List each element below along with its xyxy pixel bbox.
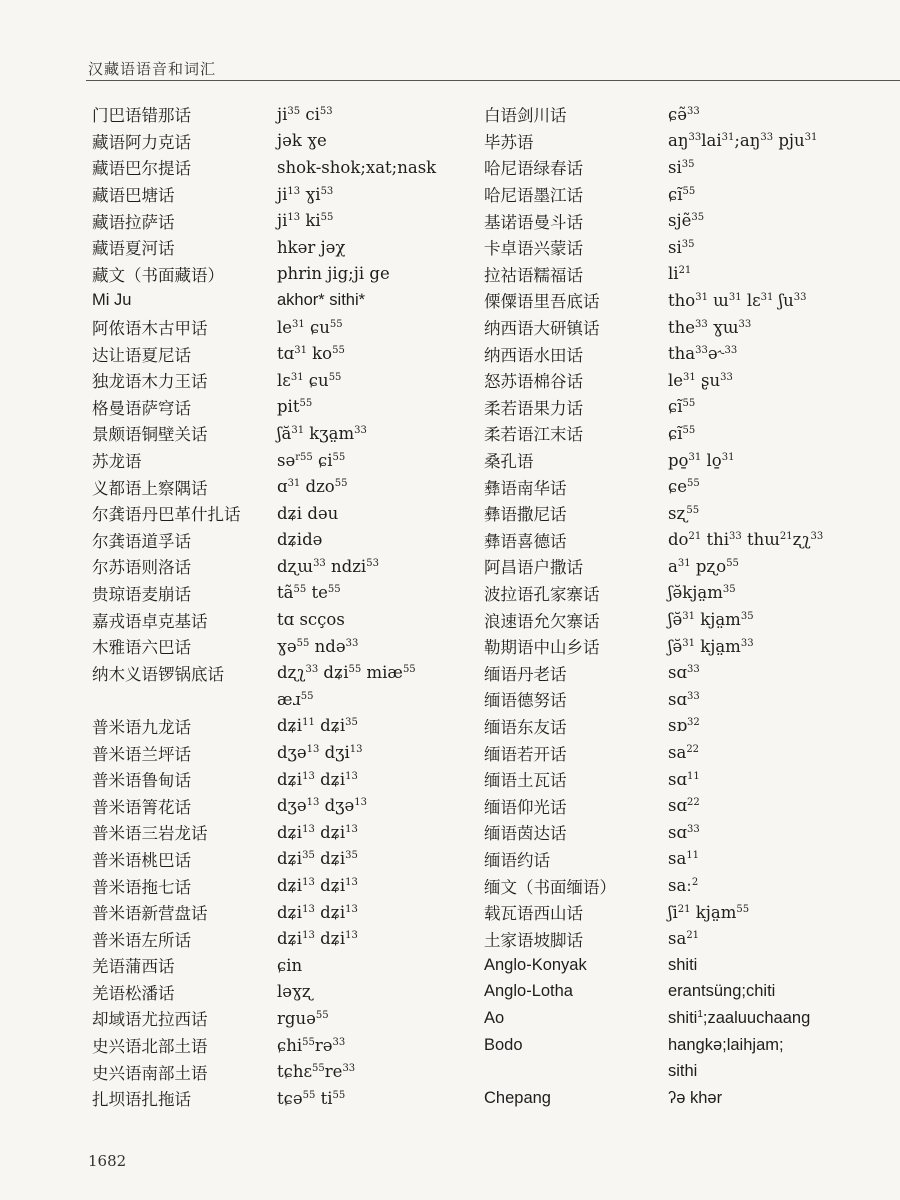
entry-row xyxy=(484,367,823,394)
entry-row xyxy=(92,633,436,660)
running-header: 汉藏语语音和词汇 xyxy=(88,60,217,78)
word-form: shok-shok;xat;nask xyxy=(277,157,437,177)
entry-row xyxy=(92,527,436,554)
word-form: dʑi$^{11}$ dʑi$^{35}$ xyxy=(277,716,358,736)
language-name: 载瓦语西山话 xyxy=(484,904,583,924)
language-name: Mi Ju xyxy=(92,290,132,309)
entry-row xyxy=(484,686,823,713)
language-name: 缅语约话 xyxy=(484,850,550,870)
language-name: 门巴语错那话 xyxy=(92,106,191,126)
language-name: 普米语左所话 xyxy=(92,930,191,950)
entry-row xyxy=(484,1005,823,1032)
language-name: 格曼语萨穹话 xyxy=(92,398,191,418)
language-name: 嘉戎语卓克基话 xyxy=(92,611,208,631)
language-name: 柔若语江末话 xyxy=(484,425,583,445)
entry-row xyxy=(92,420,436,447)
word-form: rguə$^{55}$ xyxy=(277,1008,329,1028)
entry-row xyxy=(484,314,823,341)
language-name: 哈尼语墨江话 xyxy=(484,186,583,206)
entry-row xyxy=(484,500,823,527)
language-name: 藏语巴塘话 xyxy=(92,186,175,206)
entry-row xyxy=(92,500,436,527)
word-form: ɕe$^{55}$ xyxy=(668,477,700,497)
word-form: sɑ$^{22}$ xyxy=(668,796,700,816)
entry-row xyxy=(92,1085,436,1112)
word-form: sɑ$^{33}$ xyxy=(668,822,700,842)
entry-row xyxy=(92,234,436,261)
language-name: 史兴语北部土语 xyxy=(92,1037,208,1057)
word-form: dʑi$^{35}$ dʑi$^{35}$ xyxy=(277,849,358,869)
word-form: dʑidə xyxy=(277,530,323,550)
entry-row xyxy=(92,872,436,899)
word-form: hkər jəχ xyxy=(277,237,346,257)
language-name: 基诺语曼斗话 xyxy=(484,212,583,232)
word-form: tha$^{33}$ə˞$^{33}$ xyxy=(668,344,738,364)
entry-row xyxy=(484,739,823,766)
word-form: dʐɯ$^{33}$ ndzi$^{53}$ xyxy=(277,556,379,576)
language-name: 缅语丹老话 xyxy=(484,664,567,684)
word-form: ʃă$^{31}$ $kʒa̤m^{33}$ xyxy=(277,423,367,443)
entry-row xyxy=(92,606,436,633)
entry-row xyxy=(92,925,436,952)
entry-row xyxy=(484,447,823,474)
entry-row xyxy=(92,713,436,740)
entry-row xyxy=(484,846,823,873)
language-name: 羌语蒲西话 xyxy=(92,957,175,977)
word-form: dʑi$^{13}$ dʑi$^{13}$ xyxy=(277,929,358,949)
language-name: 阿昌语户撒话 xyxy=(484,558,583,578)
word-form: $sa^{21}$ xyxy=(668,929,700,949)
word-form: ɑ$^{31}$ dzo$^{55}$ xyxy=(277,477,348,497)
entry-row xyxy=(484,234,823,261)
word-form: $sa^{11}$ xyxy=(668,849,700,869)
entry-row xyxy=(484,606,823,633)
language-name: 普米语三岩龙话 xyxy=(92,824,208,844)
entry-row xyxy=(92,553,436,580)
language-name: 柔若语果力话 xyxy=(484,398,583,418)
entry-row xyxy=(484,181,823,208)
word-form: ɕin xyxy=(277,955,303,975)
word-form: the$^{33}$ ɣɯ$^{33}$ xyxy=(668,317,752,337)
word-form: dʑi dəu xyxy=(277,503,339,523)
word-form: sɑ$^{33}$ xyxy=(668,663,700,683)
language-name: 缅语土瓦话 xyxy=(484,771,567,791)
language-name: 勒期语中山乡话 xyxy=(484,638,600,658)
entry-row xyxy=(484,872,823,899)
word-form: $ji^{35}$ $ci^{53}$ xyxy=(277,104,333,124)
language-name: Bodo xyxy=(484,1035,523,1054)
entry-row xyxy=(92,899,436,926)
language-name: 拉祜语糯福话 xyxy=(484,265,583,285)
word-form: ləɣʐ xyxy=(277,982,312,1002)
language-name: 波拉语孔家寨话 xyxy=(484,584,600,604)
left-column xyxy=(92,101,436,1112)
word-form: tho$^{31}$ ɯ$^{31}$ lɛ$^{31}$ ʃu$^{33}$ xyxy=(668,290,807,310)
word-form: pit$^{55}$ xyxy=(277,397,313,417)
entry-row xyxy=(92,739,436,766)
language-name: 缅语仰光话 xyxy=(484,797,567,817)
word-form: dʑi$^{13}$ dʑi$^{13}$ xyxy=(277,769,358,789)
entry-row xyxy=(484,1058,823,1085)
word-form: $do^{21}$ thi$^{33}$ thɯ$^{21}$ʐʅ$^{33}$ xyxy=(668,530,824,550)
language-name: 普米语兰坪话 xyxy=(92,744,191,764)
language-name: 藏语巴尔提话 xyxy=(92,159,191,179)
word-form: erantsüng;chiti xyxy=(668,982,776,1001)
language-name: 土家语坡脚话 xyxy=(484,930,583,950)
language-name: 缅语若开话 xyxy=(484,744,567,764)
entry-row xyxy=(92,979,436,1006)
language-name: 纳西语大研镇话 xyxy=(484,319,600,339)
language-name: 彝语南华话 xyxy=(484,478,567,498)
word-form: $ji^{13}$ ɣi$^{53}$ xyxy=(277,184,334,204)
entry-row xyxy=(92,659,436,686)
language-name: 缅语德努话 xyxy=(484,691,567,711)
entry-row xyxy=(92,819,436,846)
right-column xyxy=(484,101,823,1112)
word-form: dʑi$^{13}$ dʑi$^{13}$ xyxy=(277,902,358,922)
entry-row xyxy=(92,261,436,288)
language-name: 纳木义语锣锅底话 xyxy=(92,664,224,684)
word-form: tɕə$^{55}$ $ti^{55}$ xyxy=(277,1088,346,1108)
word-form: phrin jig;ji ge xyxy=(277,264,390,284)
language-name: 史兴语南部土语 xyxy=(92,1063,208,1083)
language-name: 藏文（书面藏语） xyxy=(92,265,224,285)
word-form: sɑ$^{11}$ xyxy=(668,769,700,789)
language-name: 普米语拖七话 xyxy=(92,877,191,897)
word-form: ɕĩ$^{55}$ xyxy=(668,184,696,204)
word-form: $a^{31}$ pʐo$^{55}$ xyxy=(668,556,739,576)
entry-row xyxy=(92,1032,436,1059)
entry-row xyxy=(484,553,823,580)
language-name: 羌语松潘话 xyxy=(92,983,175,1003)
entry-row xyxy=(92,686,436,713)
language-name: 缅语东友话 xyxy=(484,717,567,737)
entry-row xyxy=(92,447,436,474)
language-name: 苏龙语 xyxy=(92,452,142,472)
language-name: 尔龚语道孚话 xyxy=(92,531,191,551)
word-form: sɒ$^{32}$ xyxy=(668,716,700,736)
word-form: $aŋ^{33}lai^{31};aŋ^{33}$ pju$^{31}$ xyxy=(668,131,818,151)
language-name: 独龙语木力王话 xyxy=(92,372,208,392)
entry-row xyxy=(484,261,823,288)
entry-row xyxy=(484,128,823,155)
word-form: po̱$^{31}$ lo̱$^{31}$ xyxy=(668,450,735,470)
entry-row xyxy=(484,1032,823,1059)
word-form: ɕĩ$^{55}$ xyxy=(668,397,696,417)
word-form: $tɕhɛ^{55}re^{33}$ xyxy=(277,1062,356,1082)
entry-row xyxy=(484,154,823,181)
word-form: shiti$^1$;zaaluuchaang xyxy=(668,1008,811,1027)
language-name: 藏语拉萨话 xyxy=(92,212,175,232)
entry-row xyxy=(484,925,823,952)
word-form: sithi xyxy=(668,1062,698,1081)
entry-row xyxy=(484,473,823,500)
language-name: 缅文（书面缅语） xyxy=(484,877,616,897)
word-form: $le^{31}$ ɕu$^{55}$ xyxy=(277,317,343,337)
word-form: æɹ$^{55}$ xyxy=(277,689,314,709)
entry-row xyxy=(484,792,823,819)
language-name: 尔苏语则洛话 xyxy=(92,558,191,578)
language-name: 白语剑川话 xyxy=(484,106,567,126)
entry-row xyxy=(484,766,823,793)
language-name: 普米语新营盘话 xyxy=(92,904,208,924)
language-name: 傈僳语里吾底话 xyxy=(484,292,600,312)
entry-row xyxy=(484,899,823,926)
language-name: 藏语夏河话 xyxy=(92,239,175,259)
word-form: sjẽ$^{35}$ xyxy=(668,211,705,231)
word-form: $le^{31}$ ʂu$^{33}$ xyxy=(668,370,733,390)
word-form: lɛ$^{31}$ ɕu$^{55}$ xyxy=(277,370,342,390)
entry-row xyxy=(92,287,436,314)
entry-row xyxy=(484,659,823,686)
header-rule xyxy=(86,80,900,81)
language-name: 浪速语允欠寨话 xyxy=(484,611,600,631)
word-form: sʐ$^{55}$ xyxy=(668,503,700,523)
entry-row xyxy=(92,340,436,367)
word-form: sə$^{r55}$ ɕi$^{55}$ xyxy=(277,450,346,470)
language-name: 阿侬语木古甲话 xyxy=(92,319,208,339)
entry-row xyxy=(484,979,823,1006)
entry-row xyxy=(484,340,823,367)
entry-row xyxy=(92,207,436,234)
entry-row xyxy=(484,952,823,979)
entry-row xyxy=(92,473,436,500)
word-form: dʑi$^{13}$ dʑi$^{13}$ xyxy=(277,822,358,842)
language-name: 达让语夏尼话 xyxy=(92,345,191,365)
language-name: 普米语桃巴话 xyxy=(92,850,191,870)
language-name: 藏语阿力克话 xyxy=(92,132,191,152)
language-name: 普米语鲁甸话 xyxy=(92,771,191,791)
entry-row xyxy=(92,154,436,181)
language-name: 景颇语铜壁关话 xyxy=(92,425,208,445)
language-name: Anglo-Lotha xyxy=(484,982,573,1001)
word-form: dʒə$^{13}$ dʒi$^{13}$ xyxy=(277,743,363,763)
entry-row xyxy=(484,207,823,234)
word-form: $sa^{22}$ xyxy=(668,743,700,763)
entry-row xyxy=(92,766,436,793)
word-form: saː$^2$ xyxy=(668,876,699,896)
word-form: sɑ$^{33}$ xyxy=(668,689,700,709)
entry-row xyxy=(92,1005,436,1032)
entry-row xyxy=(484,287,823,314)
word-form: ɕĩ$^{55}$ xyxy=(668,423,696,443)
word-form: ɣə$^{55}$ ndə$^{33}$ xyxy=(277,636,359,656)
word-form: $tã^{55}$ $te^{55}$ xyxy=(277,583,341,603)
word-form: tɑ$^{31}$ $ko^{55}$ xyxy=(277,344,345,364)
word-form: ʃə̆$^{31}$ $kja̤m^{35}$ xyxy=(668,610,754,630)
language-name: 桑孔语 xyxy=(484,452,534,472)
language-name: 却域语尤拉西话 xyxy=(92,1010,208,1030)
language-name: Anglo-Konyak xyxy=(484,955,587,974)
entry-row xyxy=(92,846,436,873)
language-name: 毕苏语 xyxy=(484,132,534,152)
entry-row xyxy=(92,367,436,394)
word-form: $si^{35}$ xyxy=(668,157,695,177)
word-form: $li^{21}$ xyxy=(668,264,692,284)
entry-row xyxy=(92,394,436,421)
entry-row xyxy=(484,527,823,554)
entry-row xyxy=(92,1058,436,1085)
language-name: 怒苏语棉谷话 xyxy=(484,372,583,392)
word-form: ɕhi$^{55}$rə$^{33}$ xyxy=(277,1035,346,1055)
word-form: dʑi$^{13}$ dʑi$^{13}$ xyxy=(277,876,358,896)
page-number: 1682 xyxy=(88,1152,127,1170)
entry-row xyxy=(484,580,823,607)
entry-row xyxy=(484,101,823,128)
language-name: 贵琼语麦崩话 xyxy=(92,584,191,604)
word-form: jək ɣe xyxy=(277,131,327,151)
language-name: 普米语九龙话 xyxy=(92,717,191,737)
entry-row xyxy=(92,128,436,155)
language-name: 纳西语水田话 xyxy=(484,345,583,365)
entry-row xyxy=(92,314,436,341)
language-name: 彝语撒尼话 xyxy=(484,505,567,525)
language-name: 缅语茵达话 xyxy=(484,824,567,844)
word-form: dʐʅ$^{33}$ dʑi$^{55}$ miæ$^{55}$ xyxy=(277,663,416,683)
language-name: 尔龚语丹巴革什扎话 xyxy=(92,505,241,525)
language-name: 哈尼语绿春话 xyxy=(484,159,583,179)
entry-row xyxy=(92,181,436,208)
entry-row xyxy=(92,952,436,979)
entry-row xyxy=(484,1085,823,1112)
language-name: 义都语上察隅话 xyxy=(92,478,208,498)
word-form: $si^{35}$ xyxy=(668,237,695,257)
entry-row xyxy=(484,819,823,846)
entry-row xyxy=(92,101,436,128)
entry-row xyxy=(92,580,436,607)
word-form: akhor* sithi* xyxy=(277,290,366,309)
word-form: hangkə;laihjam; xyxy=(668,1035,784,1054)
word-form: tɑ scços xyxy=(277,610,345,630)
word-form: ʔə khər xyxy=(668,1088,723,1107)
language-name: 普米语箐花话 xyxy=(92,797,191,817)
word-form: ʃə̆$^{31}$ $kja̤m^{33}$ xyxy=(668,636,754,656)
language-name: Chepang xyxy=(484,1088,551,1107)
language-name: 卡卓语兴蒙话 xyxy=(484,239,583,259)
entry-row xyxy=(484,420,823,447)
entry-row xyxy=(484,394,823,421)
word-form: $ʃə̆kja̤m^{35}$ xyxy=(668,583,736,603)
word-form: $ji^{13}$ $ki^{55}$ xyxy=(277,211,334,231)
language-name: 彝语喜德话 xyxy=(484,531,567,551)
language-name: 木雅语六巴话 xyxy=(92,638,191,658)
language-name: 扎坝语扎拖话 xyxy=(92,1090,191,1110)
word-form: dʒə$^{13}$ dʒə$^{13}$ xyxy=(277,796,367,816)
language-name: Ao xyxy=(484,1008,505,1027)
entry-row xyxy=(484,713,823,740)
entry-row xyxy=(484,633,823,660)
word-form: shiti xyxy=(668,955,698,974)
word-form: ʃi$^{21}$ $kja̤m^{55}$ xyxy=(668,902,750,922)
entry-row xyxy=(92,792,436,819)
word-form: ɕə̃$^{33}$ xyxy=(668,104,700,124)
